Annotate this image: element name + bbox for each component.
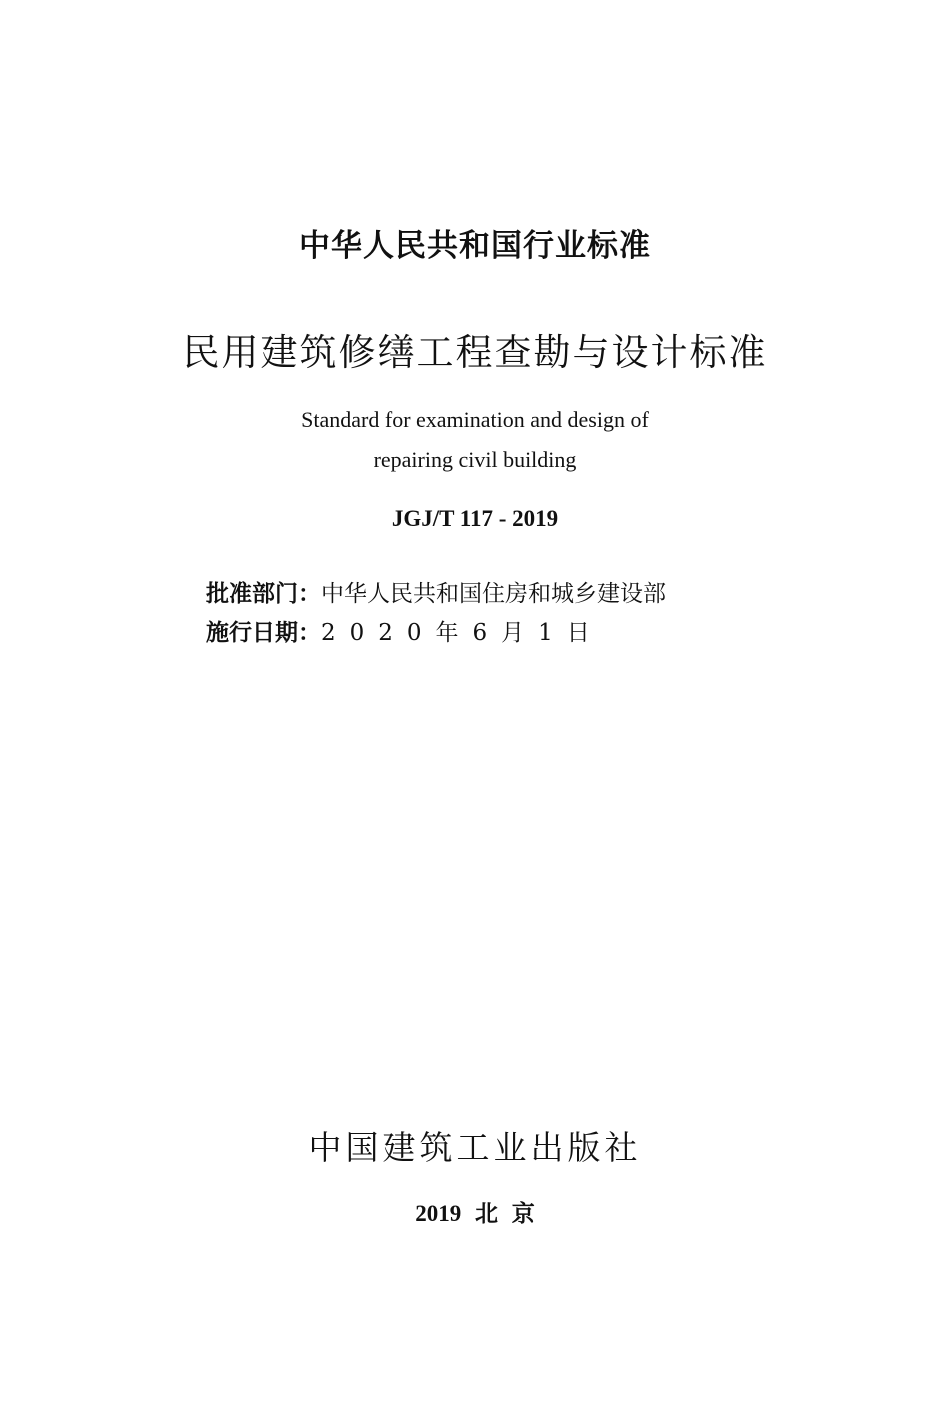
standard-title-chinese: 民用建筑修缮工程查勘与设计标准: [182, 331, 768, 374]
title-english-line-1: Standard for examination and design of: [301, 407, 649, 432]
publication-year-place: 2019 北 京: [415, 1201, 535, 1226]
standard-title-english: [0, 400, 950, 480]
effective-date-label: 施行日期：: [206, 620, 321, 646]
effective-date-value: 2020年6月1日: [321, 620, 604, 646]
publisher-name: 中国建筑工业出版社: [308, 1128, 642, 1167]
approval-department: [206, 575, 666, 608]
standard-series: 中华人民共和国行业标准: [299, 228, 651, 264]
approval-label: 批准部门：: [206, 581, 321, 607]
title-english-line-2: repairing civil building: [373, 447, 577, 472]
effective-date: [206, 614, 604, 647]
standard-code: JGJ/T 117 - 2019: [391, 506, 559, 531]
approval-value: 中华人民共和国住房和城乡建设部: [321, 581, 666, 607]
